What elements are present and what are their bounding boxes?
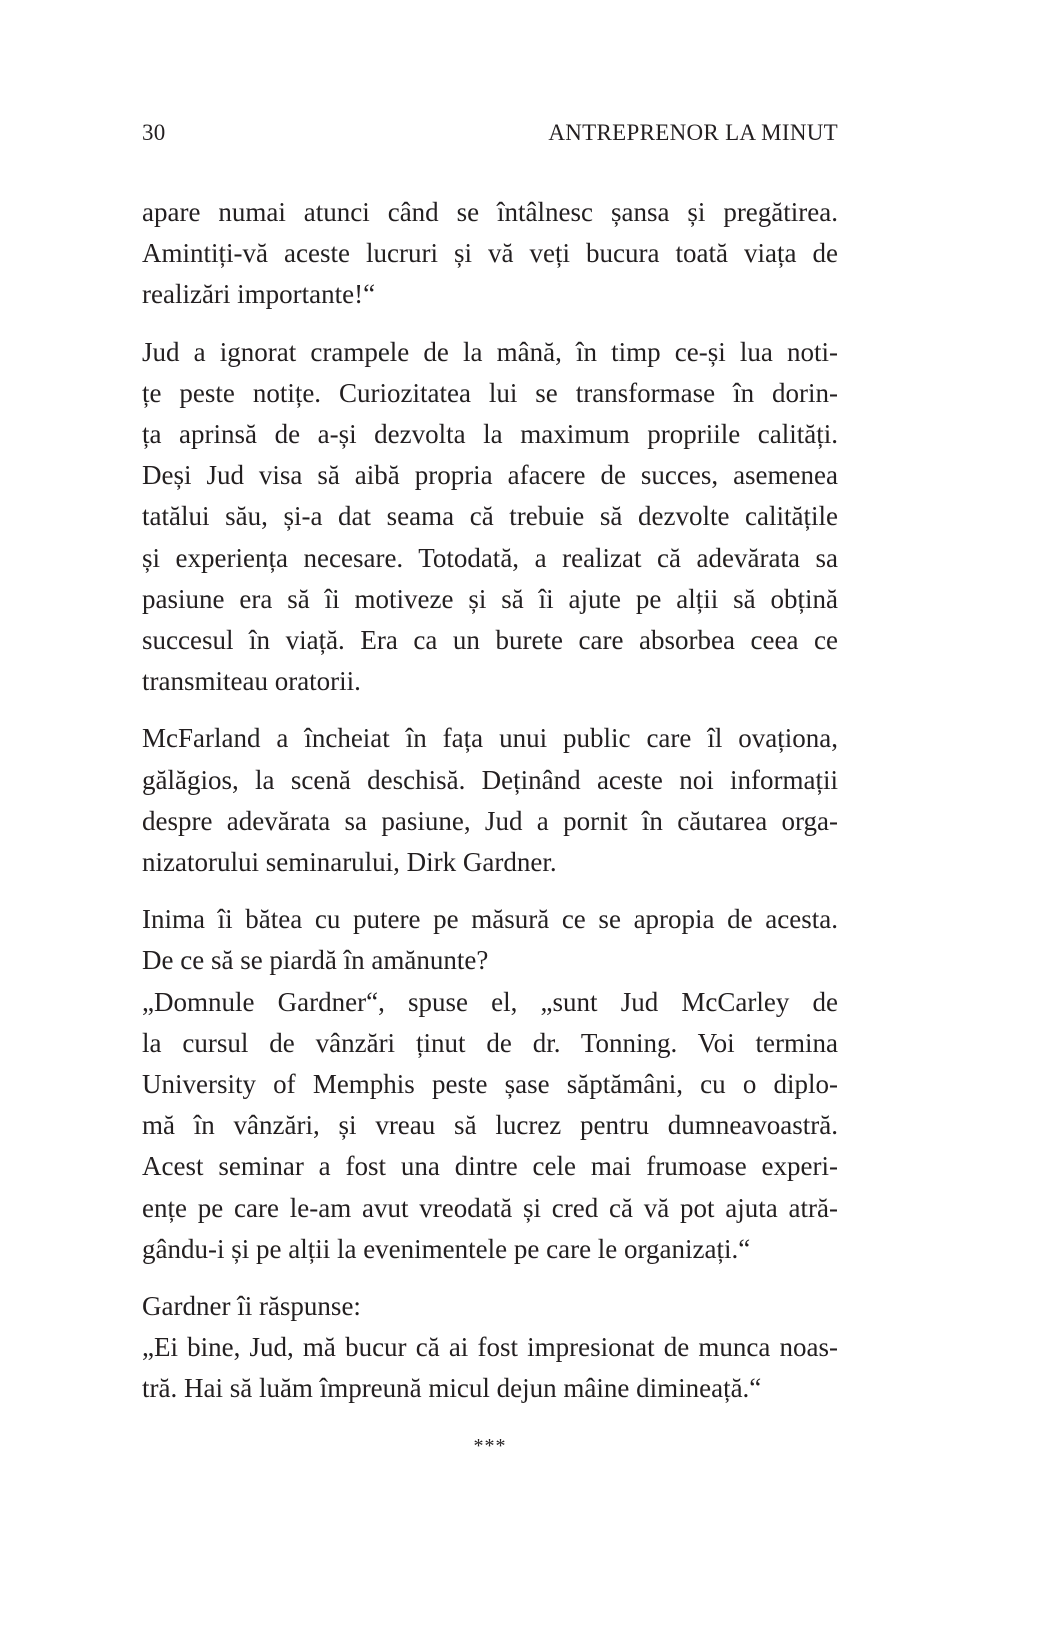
text-line: McFarland a încheiat în fața unui public care îl ovaționa, [142, 723, 838, 754]
text-line: University of Memphis peste șase săptămâni, cu o diplo- [142, 1069, 838, 1100]
text-line: realizări importante!“ [142, 279, 376, 310]
text-line: și experiența necesare. Totodată, a realizat că adevărata sa [142, 542, 838, 573]
text-line: Jud a ignorat crampele de la mână, în timp ce-și lua noti- [142, 336, 838, 367]
text-line: Inima îi bătea cu putere pe măsură ce se apropia de acesta. [142, 904, 838, 935]
paragraph [142, 718, 838, 883]
text-line: ențe pe care le-am avut vreodată și cred că vă pot ajuta atră- [142, 1192, 838, 1223]
text-line: pasiune era să îi motiveze și să îi ajute pe alții să obțină [142, 583, 838, 614]
paragraph [142, 1286, 838, 1327]
text-line: mă în vânzări, și vreau să lucrez pentru dumneavoastră. [142, 1110, 838, 1141]
text-line: la cursul de vânzări ținut de dr. Tonning. Voi termina [142, 1027, 838, 1058]
paragraph [142, 332, 838, 703]
text-line: gălăgios, la scenă deschisă. Deținând aceste noi informații [142, 764, 838, 795]
page-body [142, 192, 838, 1467]
text-line: tatălui său, și-a dat seama că trebuie să dezvolte calitățile [142, 501, 838, 532]
running-header [142, 120, 838, 146]
page-number: 30 [142, 120, 166, 145]
text-line: Gardner îi răspunse: [142, 1291, 361, 1322]
text-line: ța aprinsă de a-și dezvolta la maximum propriile calități. [142, 419, 838, 450]
text-line: țe peste notițe. Curiozitatea lui se transformase în dorin- [142, 377, 838, 408]
text-line: despre adevărata sa pasiune, Jud a pornit în căutarea orga- [142, 805, 838, 836]
paragraph [142, 1327, 838, 1409]
text-line: apare numai atunci când se întâlnesc șansa și pregătirea. [142, 197, 838, 227]
paragraph [142, 899, 838, 981]
text-line: transmiteau oratorii. [142, 666, 361, 697]
text-line: Acest seminar a fost una dintre cele mai frumoase experi- [142, 1151, 838, 1182]
text-line: Amintiți-vă aceste lucruri și vă veți bucura toată viața de [142, 238, 838, 269]
section-separator: *** [473, 1434, 507, 1457]
text-line: „Domnule Gardner“, spuse el, „sunt Jud McCarley de [142, 986, 838, 1017]
text-line: Deși Jud visa să aibă propria afacere de succes, asemenea [142, 460, 838, 491]
running-title: ANTREPRENOR LA MINUT [548, 120, 838, 145]
text-line: succesul în viață. Era ca un burete care absorbea ceea ce [142, 625, 838, 656]
text-line: gându-i și pe alții la evenimentele pe care le organizați.“ [142, 1233, 751, 1264]
text-line: tră. Hai să luăm împreună micul dejun mâine dimineață.“ [142, 1373, 762, 1404]
text-line: „Ei bine, Jud, mă bucur că ai fost impresionat de munca noas- [142, 1332, 838, 1363]
paragraph [142, 192, 838, 316]
paragraph [142, 982, 838, 1270]
text-line: De ce să se piardă în amănunte? [142, 945, 489, 976]
text-line: nizatorului seminarului, Dirk Gardner. [142, 847, 557, 878]
